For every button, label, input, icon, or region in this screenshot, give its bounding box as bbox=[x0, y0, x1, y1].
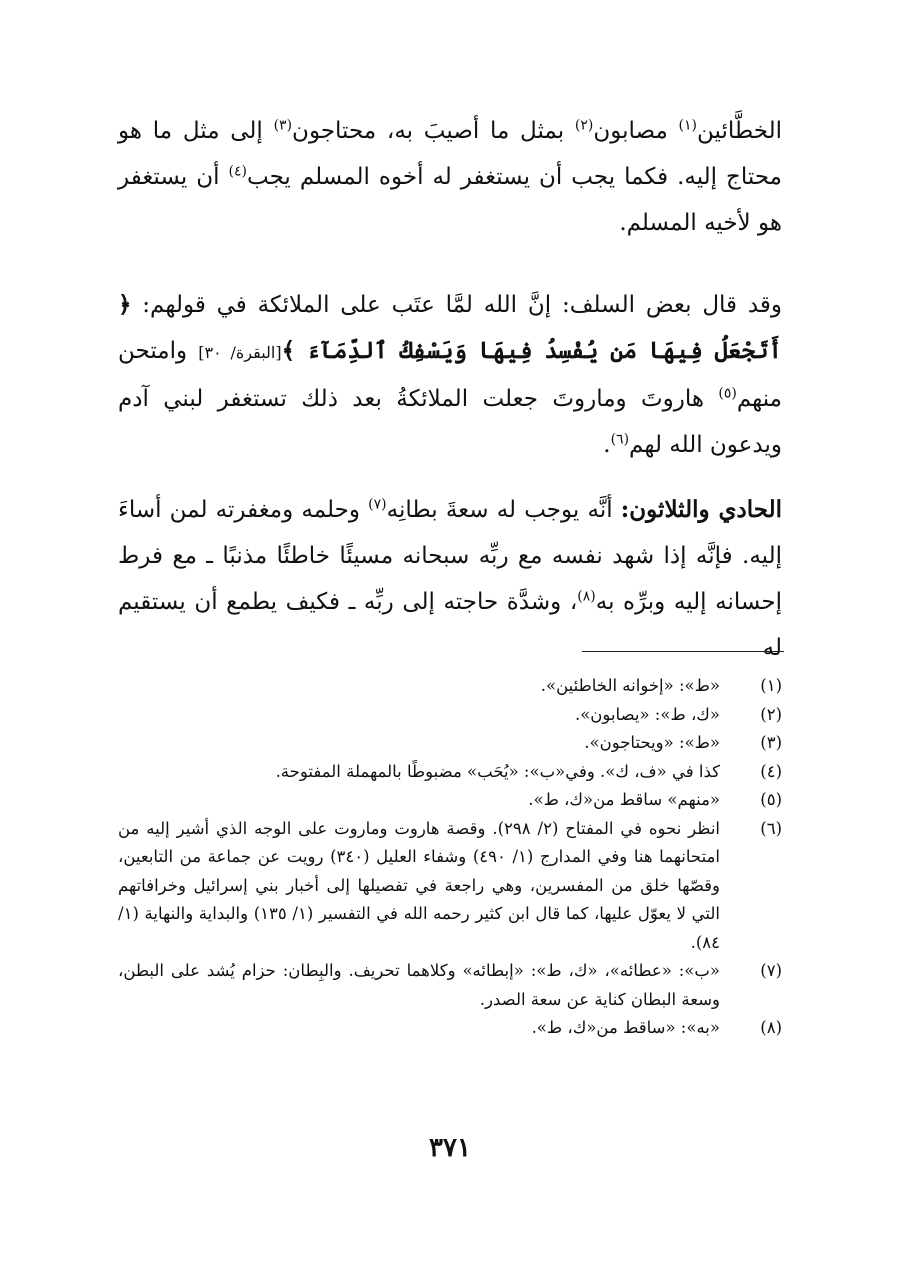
footnote-text: «ط»: «إخوانه الخاطئين». bbox=[540, 676, 720, 695]
section-heading: الحادي والثلاثون: bbox=[620, 496, 783, 523]
footnote-ref-7[interactable]: (٧) bbox=[368, 496, 387, 513]
footnote-ref-5[interactable]: (٥) bbox=[718, 385, 737, 402]
footnote-divider bbox=[582, 651, 784, 652]
footnote-number: (٤) bbox=[760, 761, 782, 781]
text-run: . bbox=[603, 432, 611, 458]
footnote-number: (١) bbox=[760, 676, 782, 695]
text-run: هاروتَ وماروتَ جعلت الملائكةُ بعد ذلك تستغفر لبني آدم ويدعون الله لهم bbox=[118, 386, 782, 458]
footnote-4 bbox=[118, 758, 782, 787]
paragraph-3 bbox=[118, 487, 782, 671]
footnote-6 bbox=[118, 815, 782, 958]
text-run: ، وشدَّة حاجته إلى ربِّه ـ فكيف يطمع أن يستقيم له bbox=[118, 589, 782, 661]
footnote-ref-2[interactable]: (٢) bbox=[574, 117, 594, 134]
quran-verse: ﴿ أَتَجْعَلُ فِيهَا مَن يُفْسِدُ فِيهَا وَيَسْفِكُ ٱلدِّمَآءَ ﴾ bbox=[118, 291, 782, 364]
text-run: بمثل ما أصيبَ به، محتاجون bbox=[292, 118, 575, 144]
footnote-text: «به»: «ساقط من«ك، ط». bbox=[531, 1018, 720, 1037]
footnote-ref-6[interactable]: (٦) bbox=[610, 431, 630, 448]
footnote-number: (٢) bbox=[760, 704, 782, 724]
footnote-text: «ك، ط»: «يصابون». bbox=[574, 704, 720, 724]
footnote-5 bbox=[118, 786, 782, 815]
footnote-number: (٧) bbox=[760, 961, 782, 980]
footnote-1 bbox=[118, 672, 782, 701]
page-number: ٣٧١ bbox=[429, 1133, 471, 1163]
footnote-number: (٥) bbox=[760, 790, 782, 809]
text-run: وامتحن منهم bbox=[118, 338, 782, 412]
footnote-7 bbox=[118, 957, 782, 1014]
footnotes-list bbox=[118, 672, 782, 1043]
footnote-text: «منهم» ساقط من«ك، ط». bbox=[528, 790, 720, 809]
text-run: وقد قال بعض السلف: إنَّ الله لمَّا عتَب على الملائكة في قولهم: bbox=[142, 292, 783, 318]
footnote-8 bbox=[118, 1014, 782, 1043]
footnote-2 bbox=[118, 701, 782, 730]
text-run: وحلمه ومغفرته لمن أساءَ إليه. فإنَّه إذا شهد نفسه مع ربِّه سبحانه مسيئًا خاطئًا مذنبًا ـ مع فرط إحسانه إليه وبرِّه به bbox=[118, 497, 782, 615]
footnote-ref-8[interactable]: (٨) bbox=[577, 588, 596, 605]
footnote-number: (٨) bbox=[760, 1018, 782, 1037]
footnote-text: كذا في «ف، ك». وفي«ب»: «يُحَب» مضبوطًا بالمهملة المفتوحة. bbox=[275, 761, 720, 781]
footnote-3 bbox=[118, 729, 782, 758]
footnote-ref-3[interactable]: (٣) bbox=[273, 117, 293, 134]
verse-reference: [البقرة/ ٣٠] bbox=[198, 343, 282, 362]
text-run: إلى مثل ما هو محتاج إليه. فكما يجب أن يستغفر له أخوه المسلم يجب bbox=[118, 118, 783, 190]
text-run: أن يستغفر هو لأخيه المسلم. bbox=[118, 164, 782, 236]
footnote-ref-1[interactable]: (١) bbox=[678, 117, 698, 134]
footnote-number: (٦) bbox=[760, 818, 782, 838]
footnote-number: (٣) bbox=[760, 733, 782, 752]
footnote-text: «ب»: «عطائه»، «ك، ط»: «إبطائه» وكلاهما تحريف. والبِطان: حزام يُشد على البطن، وسعة البطان كناية عن سعة الصدر. bbox=[118, 961, 720, 1009]
text-run: مصابون bbox=[593, 118, 679, 144]
footnote-ref-4[interactable]: (٤) bbox=[228, 163, 247, 180]
text-run: الخطَّائين bbox=[697, 118, 782, 144]
footnote-text: «ط»: «ويحتاجون». bbox=[584, 733, 720, 752]
paragraph-2 bbox=[118, 282, 782, 468]
text-run: أنَّه يوجب له سعةَ بطانِه bbox=[386, 497, 621, 523]
footnote-text: انظر نحوه في المفتاح (٢/ ٢٩٨). وقصة هاروت وماروت على الوجه الذي أشير إليه من امتحانهما هنا وفي المدارج (١/ ٤٩٠) وشفاء العليل (٣٤٠) رويت عن جماعة من التابعين، وقصّها خلق من المفسرين، وهي راجعة في تفصيلها إلى أخبار بني إسرائيل وخرافاتهم التي لا يعوّل عليها، كما قال ابن كثير رحمه الله في التفسير (١/ ١٣٥) والبداية والنهاية (١/ ٨٤). bbox=[118, 818, 720, 952]
paragraph-1 bbox=[118, 108, 782, 246]
